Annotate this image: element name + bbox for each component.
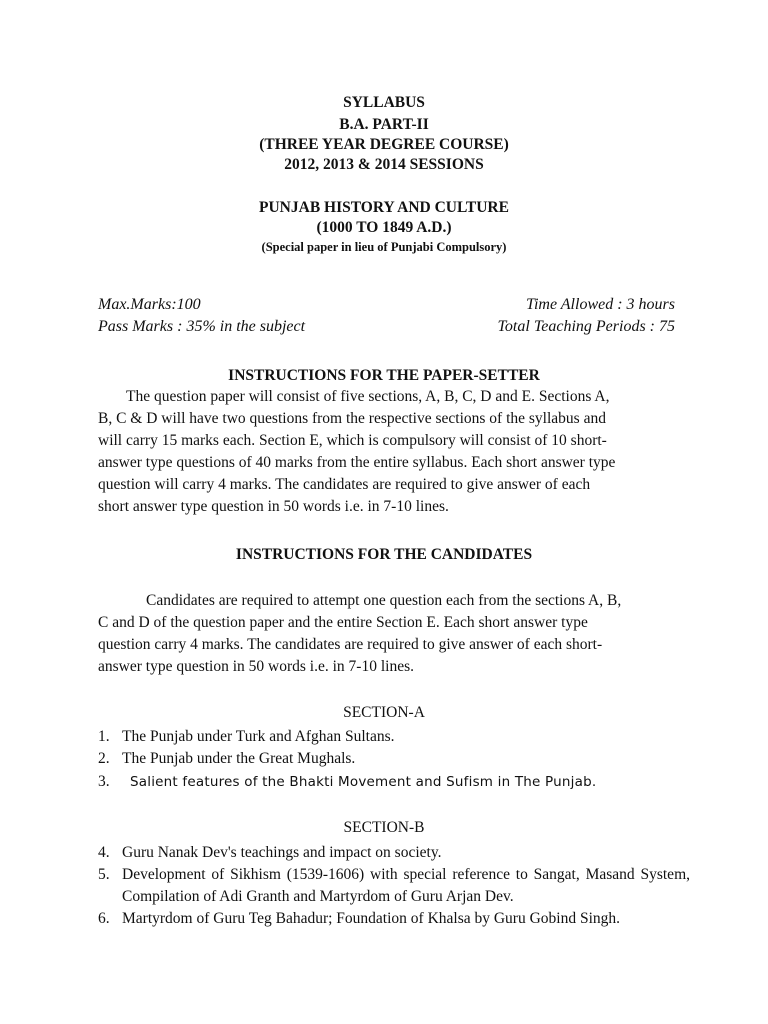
list-item (98, 842, 690, 864)
pass-marks: Pass Marks : 35% in the subject (98, 318, 306, 335)
setter-line: question will carry 4 marks. The candidates are required to give answer of each (98, 476, 591, 493)
candidates-heading: INSTRUCTIONS FOR THE CANDIDATES (235, 546, 533, 563)
item-text: The Punjab under Turk and Afghan Sultans. (122, 728, 395, 745)
doc-heading-sessions: 2012, 2013 & 2014 SESSIONS (284, 156, 484, 173)
item-text: The Punjab under the Great Mughals. (122, 750, 356, 767)
setter-line: short answer type question in 50 words i.e. in 7-10 lines. (98, 498, 449, 515)
item-number: 4. (98, 844, 110, 861)
list-item (98, 726, 690, 748)
item-text: Development of Sikhism (1539-1606) with special reference to Sangat, Masand System, Compilation of Adi Granth and Martyrdom of Guru Arjan Dev. (122, 866, 690, 905)
setter-line: B, C & D will have two questions from the respective sections of the syllabus and (98, 410, 606, 427)
doc-heading-part: B.A. PART-II (339, 116, 429, 133)
candidates-instructions (98, 590, 686, 678)
list-item (98, 864, 690, 908)
setter-line: will carry 15 marks each. Section E, which is compulsory will consist of 10 short- (98, 432, 607, 449)
max-marks: Max.Marks:100 (98, 296, 201, 313)
item-text: Martyrdom of Guru Teg Bahadur; Foundation of Khalsa by Guru Gobind Singh. (122, 910, 621, 927)
item-number: 5. (98, 866, 110, 883)
doc-heading-course: (THREE YEAR DEGREE COURSE) (259, 136, 509, 153)
item-number: 1. (98, 728, 110, 745)
list-item (98, 908, 690, 930)
doc-heading-syllabus: SYLLABUS (343, 94, 425, 111)
item-number: 3. (98, 773, 110, 790)
section-a-heading: SECTION-A (343, 704, 425, 721)
list-item (98, 771, 690, 793)
list-item (98, 748, 690, 770)
time-allowed: Time Allowed : 3 hours (525, 296, 675, 313)
section-b-heading: SECTION-B (343, 819, 425, 836)
candidates-line: C and D of the question paper and the entire Section E. Each short answer type (98, 614, 588, 631)
setter-instructions (98, 386, 686, 518)
item-text: Guru Nanak Dev's teachings and impact on society. (122, 844, 442, 861)
setter-line: The question paper will consist of five sections, A, B, C, D and E. Sections A, (126, 388, 610, 405)
paper-title: PUNJAB HISTORY AND CULTURE (259, 199, 509, 216)
setter-heading: INSTRUCTIONS FOR THE PAPER-SETTER (228, 367, 540, 384)
teaching-periods: Total Teaching Periods : 75 (497, 318, 675, 335)
paper-note: (Special paper in lieu of Punjabi Compulsory) (261, 240, 507, 254)
candidates-line: Candidates are required to attempt one question each from the sections A, B, (146, 592, 622, 609)
item-number: 2. (98, 750, 110, 767)
candidates-line: answer type question in 50 words i.e. in 7-10 lines. (98, 658, 414, 675)
setter-line: answer type questions of 40 marks from the entire syllabus. Each short answer type (98, 454, 616, 471)
candidates-line: question carry 4 marks. The candidates are required to give answer of each short- (98, 636, 603, 653)
paper-period: (1000 TO 1849 A.D.) (316, 219, 452, 236)
item-text: Salient features of the Bhakti Movement and Sufism in The Punjab. (130, 774, 597, 790)
item-number: 6. (98, 910, 110, 927)
